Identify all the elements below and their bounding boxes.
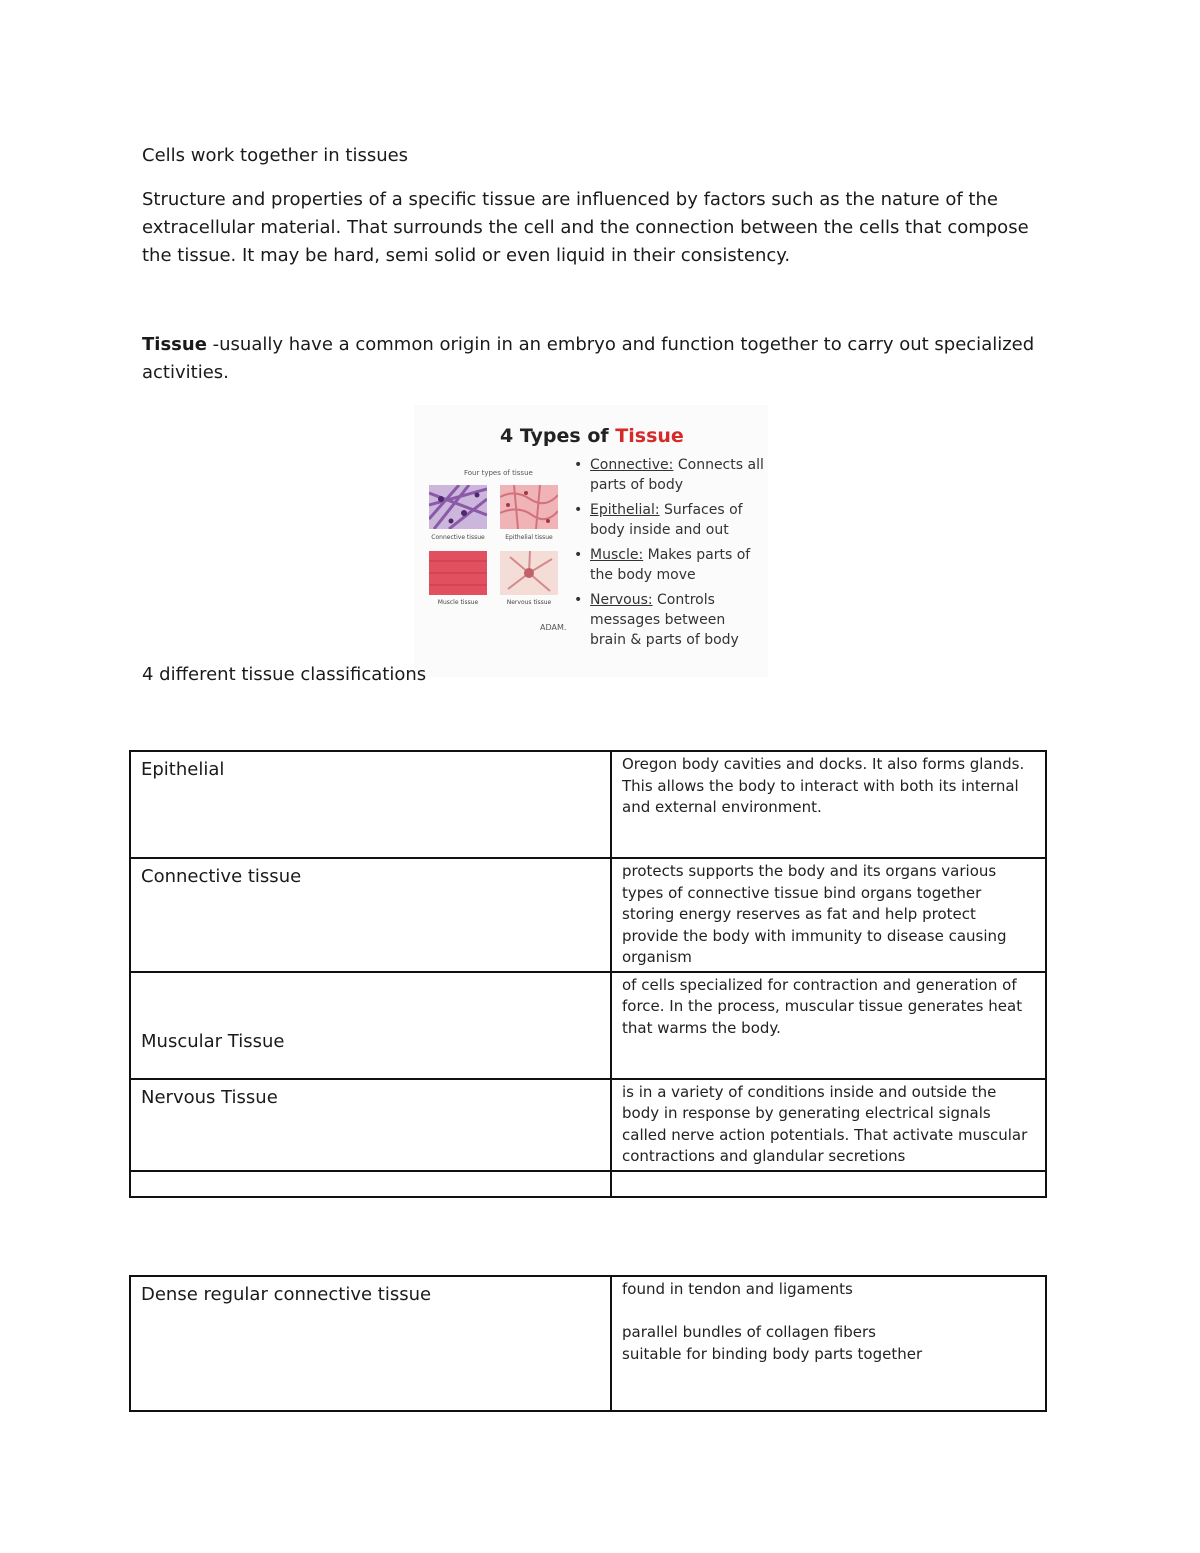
figure-title: 4 Types of Tissue	[500, 425, 684, 447]
intro-paragraph: Structure and properties of a specific tissue are influenced by factors such as the nature of the extracellular material. That surrounds the cell and the connection between the cells that compose the tissue. It may be hard, semi solid or even liquid in their consistency.	[142, 189, 1029, 266]
muscle-tissue-image	[429, 551, 487, 595]
dense-connective-table	[129, 1275, 1047, 1412]
empty-cell	[130, 1171, 611, 1197]
nervous-tissue-image	[500, 551, 558, 595]
term-cell: Epithelial	[130, 751, 611, 858]
term-cell: Connective tissue	[130, 858, 611, 972]
table-row	[130, 751, 1046, 858]
term-cell: Dense regular connective tissue	[130, 1276, 611, 1411]
epithelial-tissue-image	[500, 485, 558, 529]
list-item: • Connective: Connects all parts of body	[574, 455, 764, 495]
description-cell: is in a variety of conditions inside and outside the body in response by generating electrical signals called nerve action potentials. That activate muscular contractions and glandular secretions	[611, 1079, 1046, 1171]
thumb-label-connective: Connective tissue	[431, 534, 485, 541]
figure-credit: ADAM.	[540, 623, 567, 632]
tissue-classification-table	[129, 750, 1047, 1198]
list-item: • Nervous: Controls messages between brain & parts of body	[574, 590, 764, 650]
classification-caption: 4 different tissue classifications	[142, 664, 427, 685]
heading: Cells work together in tissues	[142, 145, 409, 166]
description-cell: protects supports the body and its organs various types of connective tissue bind organs together storing energy reserves as fat and help protect provide the body with immunity to disease causing organism	[611, 858, 1046, 972]
tissue-types-list	[574, 455, 764, 655]
description-line: suitable for binding body parts together	[622, 1344, 923, 1363]
description-line: found in tendon and ligaments	[622, 1280, 853, 1298]
description-cell: Oregon body cavities and docks. It also forms glands. This allows the body to interact with both its internal and external environment.	[611, 751, 1046, 858]
table-row	[130, 972, 1046, 1079]
tissue-definition-text: -usually have a common origin in an embryo and function together to carry out specialized activities.	[142, 334, 1035, 383]
table-row-empty	[130, 1171, 1046, 1197]
description-cell: of cells specialized for contraction and generation of force. In the process, muscular tissue generates heat that warms the body.	[611, 972, 1046, 1079]
term-cell: Muscular Tissue	[130, 972, 611, 1079]
description-line: parallel bundles of collagen fibers	[622, 1323, 876, 1341]
table-row	[130, 858, 1046, 972]
table-row	[130, 1079, 1046, 1171]
thumb-label-muscle: Muscle tissue	[437, 599, 479, 606]
list-item: • Epithelial: Surfaces of body inside and out	[574, 500, 764, 540]
tissue-definition	[142, 331, 1062, 387]
list-item: • Muscle: Makes parts of the body move	[574, 545, 764, 585]
connective-tissue-image	[429, 485, 487, 529]
thumb-label-nervous: Nervous tissue	[506, 599, 552, 606]
term-cell: Nervous Tissue	[130, 1079, 611, 1171]
table-row	[130, 1276, 1046, 1411]
thumb-label-epithelial: Epithelial tissue	[505, 534, 553, 541]
empty-cell	[611, 1171, 1046, 1197]
four-types-of-tissue-figure	[414, 405, 768, 677]
figure-small-title: Four types of tissue	[464, 469, 533, 477]
description-cell	[611, 1276, 1046, 1411]
tissue-term: Tissue	[142, 334, 207, 355]
